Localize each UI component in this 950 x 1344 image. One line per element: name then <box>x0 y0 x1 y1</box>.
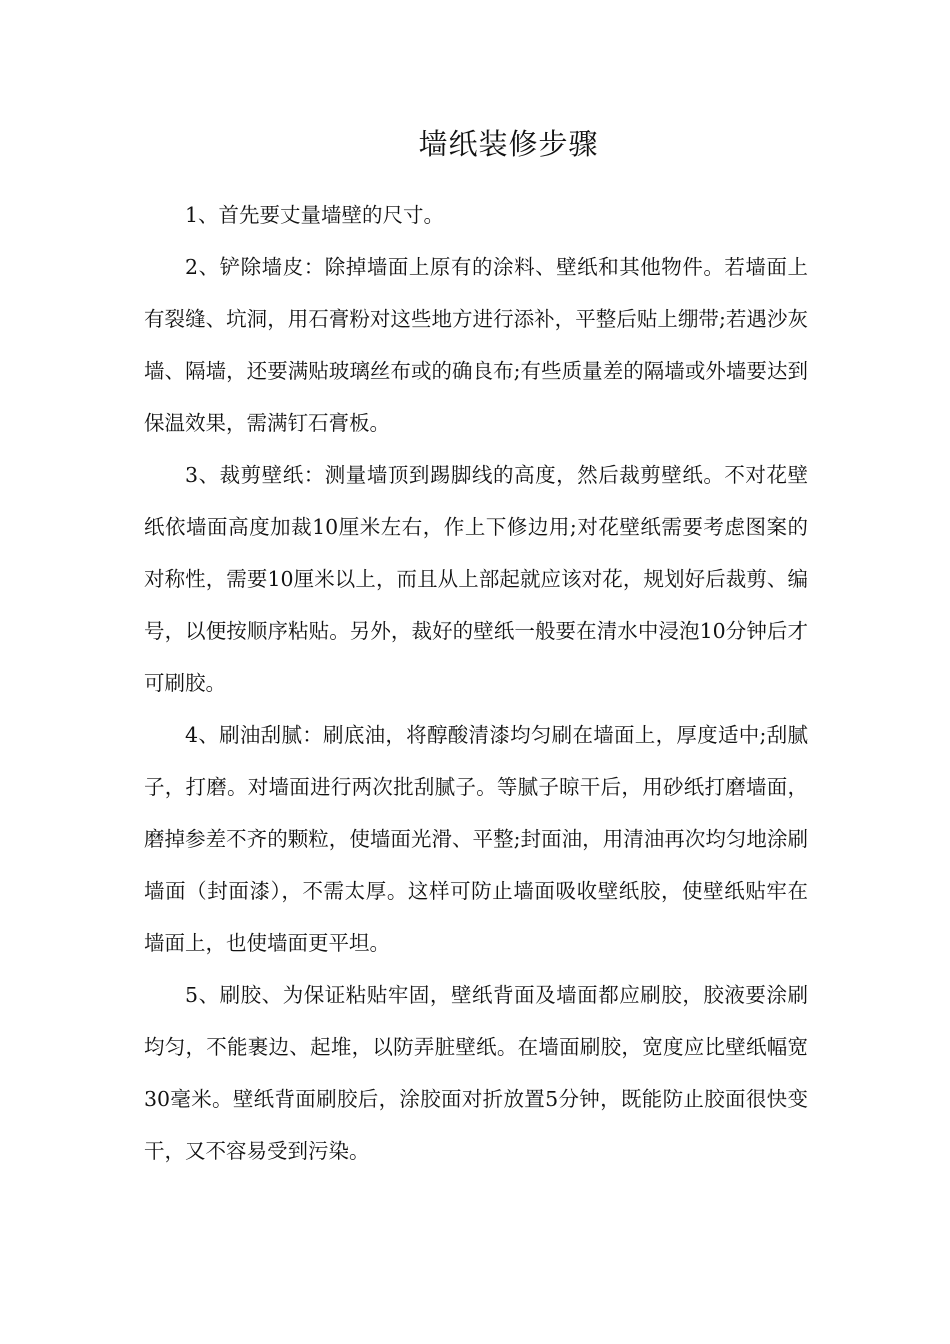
paragraph-oil-and-putty: 4、刷油刮腻：刷底油，将醇酸清漆均匀刷在墙面上，厚度适中;刮腻子，打磨。对墙面进行两次批刮腻子。等腻子晾干后，用砂纸打磨墙面，磨掉参差不齐的颗粒，使墙面光滑、平整;封面油，用清油再次均匀地涂刷墙面（封面漆），不需太厚。这样可防止墙面吸收壁纸胶，使壁纸贴牢在墙面上，也使墙面更平坦。 <box>144 723 808 955</box>
paragraph-apply-glue: 5、刷胶、为保证粘贴牢固，壁纸背面及墙面都应刷胶，胶液要涂刷均匀，不能裹边、起堆，以防弄脏壁纸。在墙面刷胶，宽度应比壁纸幅宽30毫米。壁纸背面刷胶后，涂胶面对折放置5分钟，既能防止胶面很快变干，又不容易受到污染。 <box>144 983 808 1163</box>
document-body <box>144 189 808 1177</box>
document-title: 墙纸装修步骤 <box>418 127 599 161</box>
paragraph-cut-wallpaper: 3、裁剪壁纸：测量墙顶到踢脚线的高度，然后裁剪壁纸。不对花壁纸依墙面高度加裁10厘米左右，作上下修边用;对花壁纸需要考虑图案的对称性，需要10厘米以上，而且从上部起就应该对花，规划好后裁剪、编号，以便按顺序粘贴。另外，裁好的壁纸一般要在清水中浸泡10分钟后才可刷胶。 <box>144 463 808 695</box>
paragraph-measure-wall: 1、首先要丈量墙壁的尺寸。 <box>185 203 445 227</box>
paragraph-remove-wall-skin: 2、铲除墙皮：除掉墙面上原有的涂料、壁纸和其他物件。若墙面上有裂缝、坑洞，用石膏粉对这些地方进行添补，平整后贴上绷带;若遇沙灰墙、隔墙，还要满贴玻璃丝布或的确良布;有些质量差的隔墙或外墙要达到保温效果，需满钉石膏板。 <box>144 255 808 435</box>
